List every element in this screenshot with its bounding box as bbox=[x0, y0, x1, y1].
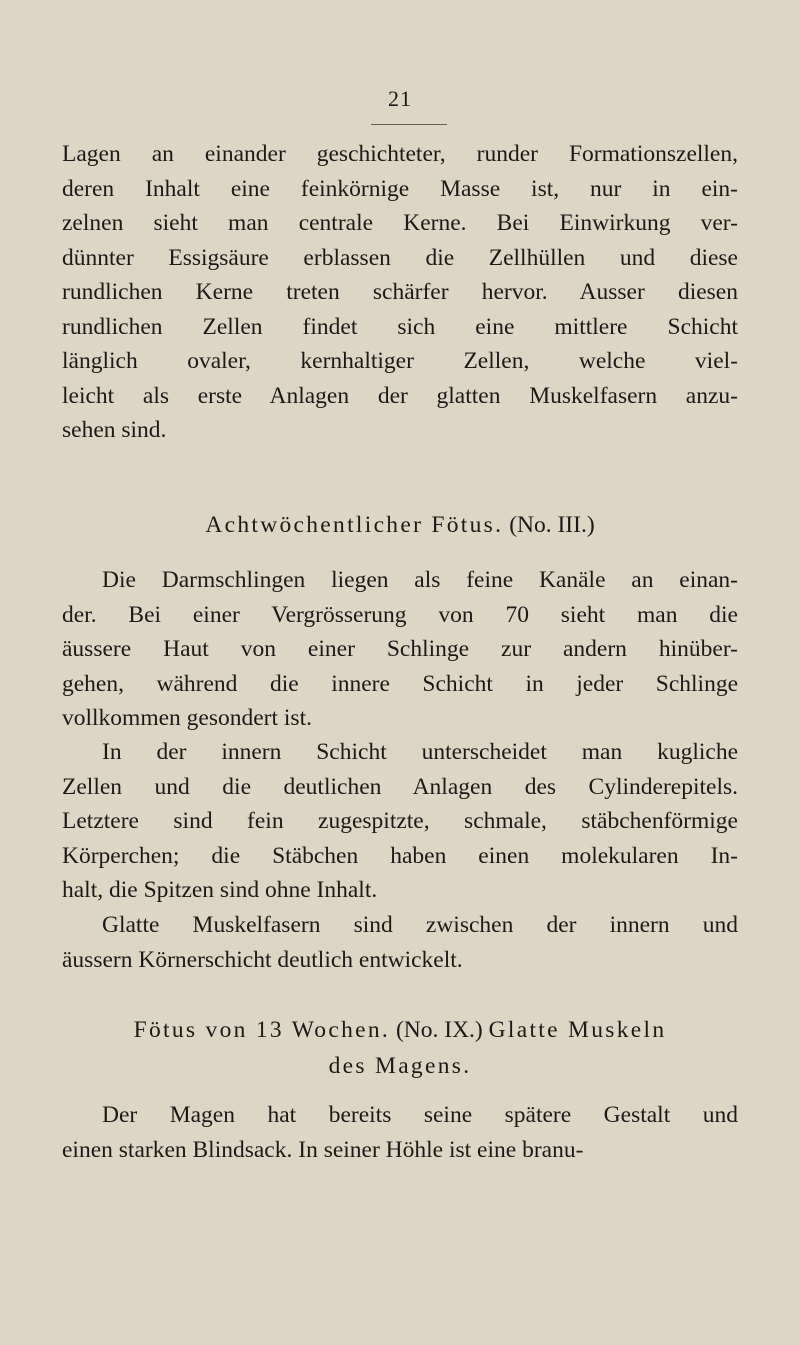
text-line: In der innern Schicht unterscheidet man kugliche bbox=[102, 739, 738, 765]
heading-subject-cont: des Magens. bbox=[328, 1053, 472, 1079]
paragraph-glatte-muskelfasern bbox=[62, 908, 738, 977]
text-line: dünnter Essigsäure erblassen die Zellhüllen und diese bbox=[62, 244, 738, 271]
text-line: leicht als erste Anlagen der glatten Muskelfasern anzu- bbox=[62, 382, 738, 409]
text-line: äussern Körnerschicht deutlich entwickelt. bbox=[62, 946, 463, 973]
text-line: rundlichen Zellen findet sich eine mittlere Schicht bbox=[62, 313, 738, 340]
section-heading-foetus-13-wochen-line2 bbox=[0, 1049, 800, 1084]
text-line: länglich ovaler, kernhaltiger Zellen, welche viel- bbox=[62, 348, 738, 374]
text-line: einen starken Blindsack. In seiner Höhle ist eine branu- bbox=[62, 1136, 584, 1163]
text-line: rundlichen Kerne treten schärfer hervor. Ausser diesen bbox=[62, 279, 738, 305]
text-line: Lagen an einander geschichteter, runder Formationszellen, bbox=[62, 141, 738, 167]
text-line: zelnen sieht man centrale Kerne. Bei Einwirkung ver- bbox=[62, 210, 738, 236]
text-line: gehen, während die innere Schicht in jeder Schlinge bbox=[62, 670, 738, 697]
text-line: Letztere sind fein zugespitzte, schmale, stäbchenförmige bbox=[62, 808, 738, 834]
text-line: deren Inhalt eine feinkörnige Masse ist, nur in ein- bbox=[62, 175, 738, 202]
page-number: 21 bbox=[388, 86, 412, 111]
text-line: vollkommen gesondert ist. bbox=[62, 705, 312, 731]
text-line: sehen sind. bbox=[62, 417, 167, 443]
text-line: Die Darmschlingen liegen als feine Kanäle an einan- bbox=[102, 567, 738, 593]
text-line: Der Magen hat bereits seine spätere Gestalt und bbox=[102, 1102, 738, 1128]
text-line: halt, die Spitzen sind ohne Inhalt. bbox=[62, 877, 378, 903]
paragraph-continuation bbox=[62, 137, 738, 448]
heading-subject: Glatte Muskeln bbox=[488, 1017, 667, 1043]
text-line: Körperchen; die Stäbchen haben einen molekularen In- bbox=[62, 842, 738, 869]
heading-title: Fötus von 13 Wochen. bbox=[133, 1017, 391, 1043]
heading-title: Achtwöchentlicher Fötus. bbox=[205, 512, 504, 538]
text-line: Glatte Muskelfasern sind zwischen der innern und bbox=[102, 912, 738, 938]
heading-specimen-number: (No. IX.) bbox=[390, 1017, 489, 1043]
text-line: äussere Haut von einer Schlinge zur andern hinüber- bbox=[62, 636, 738, 662]
heading-specimen-number: (No. III.) bbox=[503, 512, 595, 538]
page-number-rule bbox=[371, 124, 447, 125]
text-line: der. Bei einer Vergrösserung von 70 sieht man die bbox=[62, 601, 738, 628]
section-heading-achtwoechentlicher bbox=[0, 508, 800, 543]
paragraph-innere-schicht bbox=[62, 735, 738, 908]
section-heading-foetus-13-wochen bbox=[0, 1013, 800, 1048]
text-line: Zellen und die deutlichen Anlagen des Cylinderepitels. bbox=[62, 773, 738, 800]
paragraph-darmschlingen bbox=[62, 563, 738, 736]
paragraph-magen bbox=[62, 1098, 738, 1167]
